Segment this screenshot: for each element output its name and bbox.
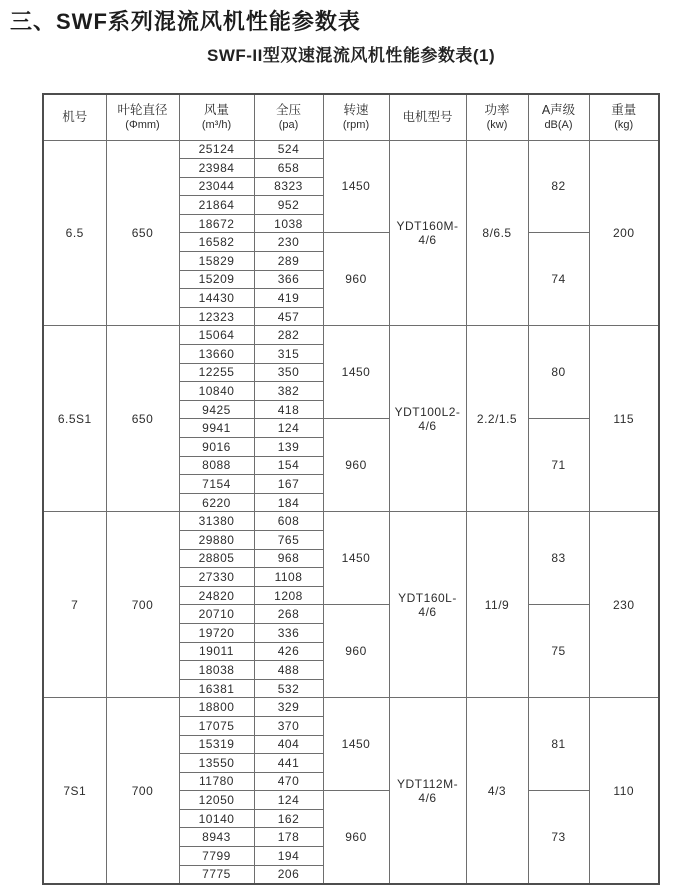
- col-header-label: 机号: [62, 110, 88, 125]
- cell-flow: 14430: [179, 289, 254, 308]
- cell-pressure: 457: [254, 307, 323, 326]
- col-header-unit: (rpm): [342, 119, 370, 132]
- cell-rpm: 960: [323, 791, 389, 884]
- cell-flow: 16381: [179, 679, 254, 698]
- cell-rpm: 960: [323, 419, 389, 512]
- cell-pressure: 1108: [254, 568, 323, 587]
- col-header-noise: [528, 94, 589, 140]
- cell-pressure: 329: [254, 698, 323, 717]
- cell-rpm: 960: [323, 233, 389, 326]
- cell-flow: 20710: [179, 605, 254, 624]
- col-header-unit: (pa): [278, 119, 299, 132]
- cell-flow: 21864: [179, 196, 254, 215]
- cell-flow: 15209: [179, 270, 254, 289]
- cell-flow: 8943: [179, 828, 254, 847]
- cell-pressure: 178: [254, 828, 323, 847]
- col-header-label: 叶轮直径: [117, 102, 168, 117]
- cell-pressure: 184: [254, 493, 323, 512]
- cell-flow: 18038: [179, 661, 254, 680]
- cell-pressure: 206: [254, 865, 323, 884]
- cell-pressure: 952: [254, 196, 323, 215]
- table-row: [43, 698, 659, 717]
- cell-noise: 83: [528, 512, 589, 605]
- cell-flow: 24820: [179, 586, 254, 605]
- cell-pressure: 370: [254, 716, 323, 735]
- cell-weight: 230: [589, 512, 659, 698]
- fan-performance-table: [42, 93, 660, 885]
- cell-flow: 9941: [179, 419, 254, 438]
- col-header-unit: dB(A): [544, 119, 573, 132]
- col-header-label: 转速: [343, 102, 369, 117]
- cell-pressure: 282: [254, 326, 323, 345]
- col-header-label: 全压: [275, 102, 301, 117]
- table-row: [43, 326, 659, 345]
- cell-pressure: 289: [254, 252, 323, 271]
- col-header-label: 重量: [611, 102, 637, 117]
- cell-flow: 12323: [179, 307, 254, 326]
- cell-model: 7: [43, 512, 106, 698]
- col-header-label: 功率: [484, 102, 510, 117]
- col-header-unit: (Φmm): [125, 119, 160, 132]
- cell-pressure: 350: [254, 363, 323, 382]
- cell-power: 8/6.5: [466, 140, 528, 326]
- col-header-weight: [589, 94, 659, 140]
- cell-noise: 74: [528, 233, 589, 326]
- col-header-unit: (kg): [614, 119, 634, 132]
- col-header-unit: (m³/h): [201, 119, 232, 132]
- cell-diameter: 700: [106, 698, 179, 884]
- col-header-diameter: [106, 94, 179, 140]
- cell-pressure: 162: [254, 809, 323, 828]
- cell-noise: 81: [528, 698, 589, 791]
- cell-pressure: 230: [254, 233, 323, 252]
- table-subtitle: SWF-II型双速混流风机性能参数表(1): [207, 46, 496, 65]
- cell-flow: 27330: [179, 568, 254, 587]
- col-header-flow: [179, 94, 254, 140]
- cell-pressure: 404: [254, 735, 323, 754]
- table-header-row: [43, 94, 659, 140]
- cell-pressure: 139: [254, 438, 323, 457]
- cell-motor: YDT112M-4/6: [389, 698, 466, 884]
- cell-motor: YDT100L2-4/6: [389, 326, 466, 512]
- cell-flow: 8088: [179, 456, 254, 475]
- cell-flow: 29880: [179, 530, 254, 549]
- cell-weight: 115: [589, 326, 659, 512]
- cell-pressure: 608: [254, 512, 323, 531]
- cell-flow: 19720: [179, 623, 254, 642]
- col-header-label: 电机型号: [402, 110, 453, 125]
- cell-motor: YDT160L-4/6: [389, 512, 466, 698]
- cell-model: 6.5: [43, 140, 106, 326]
- cell-flow: 6220: [179, 493, 254, 512]
- cell-flow: 25124: [179, 140, 254, 159]
- cell-flow: 10840: [179, 382, 254, 401]
- cell-power: 11/9: [466, 512, 528, 698]
- cell-pressure: 968: [254, 549, 323, 568]
- cell-motor: YDT160M-4/6: [389, 140, 466, 326]
- cell-pressure: 1038: [254, 214, 323, 233]
- cell-flow: 13550: [179, 754, 254, 773]
- page-title: 三、SWF系列混流风机性能参数表: [10, 9, 361, 34]
- cell-diameter: 650: [106, 326, 179, 512]
- col-header-motor: [389, 94, 466, 140]
- cell-pressure: 488: [254, 661, 323, 680]
- cell-rpm: 960: [323, 605, 389, 698]
- cell-flow: 7775: [179, 865, 254, 884]
- cell-model: 6.5S1: [43, 326, 106, 512]
- cell-pressure: 470: [254, 772, 323, 791]
- table-row: [43, 140, 659, 159]
- col-header-power: [466, 94, 528, 140]
- cell-flow: 12050: [179, 791, 254, 810]
- cell-pressure: 124: [254, 791, 323, 810]
- cell-flow: 7799: [179, 847, 254, 866]
- cell-flow: 18672: [179, 214, 254, 233]
- cell-rpm: 1450: [323, 512, 389, 605]
- cell-pressure: 426: [254, 642, 323, 661]
- cell-weight: 200: [589, 140, 659, 326]
- cell-power: 4/3: [466, 698, 528, 884]
- cell-noise: 73: [528, 791, 589, 884]
- cell-rpm: 1450: [323, 326, 389, 419]
- cell-flow: 9425: [179, 400, 254, 419]
- col-header-label: 风量: [203, 102, 229, 117]
- cell-flow: 31380: [179, 512, 254, 531]
- cell-diameter: 650: [106, 140, 179, 326]
- cell-flow: 16582: [179, 233, 254, 252]
- cell-pressure: 315: [254, 345, 323, 364]
- col-header-label: A声级: [541, 102, 576, 117]
- cell-rpm: 1450: [323, 698, 389, 791]
- cell-flow: 23984: [179, 159, 254, 178]
- cell-pressure: 268: [254, 605, 323, 624]
- col-header-unit: (kw): [486, 119, 508, 132]
- cell-flow: 18800: [179, 698, 254, 717]
- col-header-pressure: [254, 94, 323, 140]
- cell-pressure: 532: [254, 679, 323, 698]
- cell-flow: 15064: [179, 326, 254, 345]
- cell-flow: 7154: [179, 475, 254, 494]
- cell-flow: 23044: [179, 177, 254, 196]
- cell-flow: 10140: [179, 809, 254, 828]
- cell-pressure: 658: [254, 159, 323, 178]
- cell-flow: 11780: [179, 772, 254, 791]
- cell-diameter: 700: [106, 512, 179, 698]
- cell-pressure: 8323: [254, 177, 323, 196]
- cell-pressure: 765: [254, 530, 323, 549]
- cell-noise: 80: [528, 326, 589, 419]
- cell-flow: 15829: [179, 252, 254, 271]
- cell-pressure: 382: [254, 382, 323, 401]
- cell-model: 7S1: [43, 698, 106, 884]
- cell-pressure: 194: [254, 847, 323, 866]
- cell-flow: 19011: [179, 642, 254, 661]
- cell-flow: 13660: [179, 345, 254, 364]
- cell-pressure: 418: [254, 400, 323, 419]
- cell-pressure: 419: [254, 289, 323, 308]
- table-row: [43, 512, 659, 531]
- cell-pressure: 1208: [254, 586, 323, 605]
- cell-pressure: 336: [254, 623, 323, 642]
- cell-pressure: 366: [254, 270, 323, 289]
- cell-weight: 110: [589, 698, 659, 884]
- cell-pressure: 524: [254, 140, 323, 159]
- cell-flow: 9016: [179, 438, 254, 457]
- cell-flow: 15319: [179, 735, 254, 754]
- cell-pressure: 167: [254, 475, 323, 494]
- cell-power: 2.2/1.5: [466, 326, 528, 512]
- cell-pressure: 441: [254, 754, 323, 773]
- col-header-model: [43, 94, 106, 140]
- cell-flow: 12255: [179, 363, 254, 382]
- cell-flow: 17075: [179, 716, 254, 735]
- cell-pressure: 124: [254, 419, 323, 438]
- cell-rpm: 1450: [323, 140, 389, 233]
- cell-pressure: 154: [254, 456, 323, 475]
- cell-noise: 71: [528, 419, 589, 512]
- cell-flow: 28805: [179, 549, 254, 568]
- cell-noise: 75: [528, 605, 589, 698]
- cell-noise: 82: [528, 140, 589, 233]
- col-header-speed: [323, 94, 389, 140]
